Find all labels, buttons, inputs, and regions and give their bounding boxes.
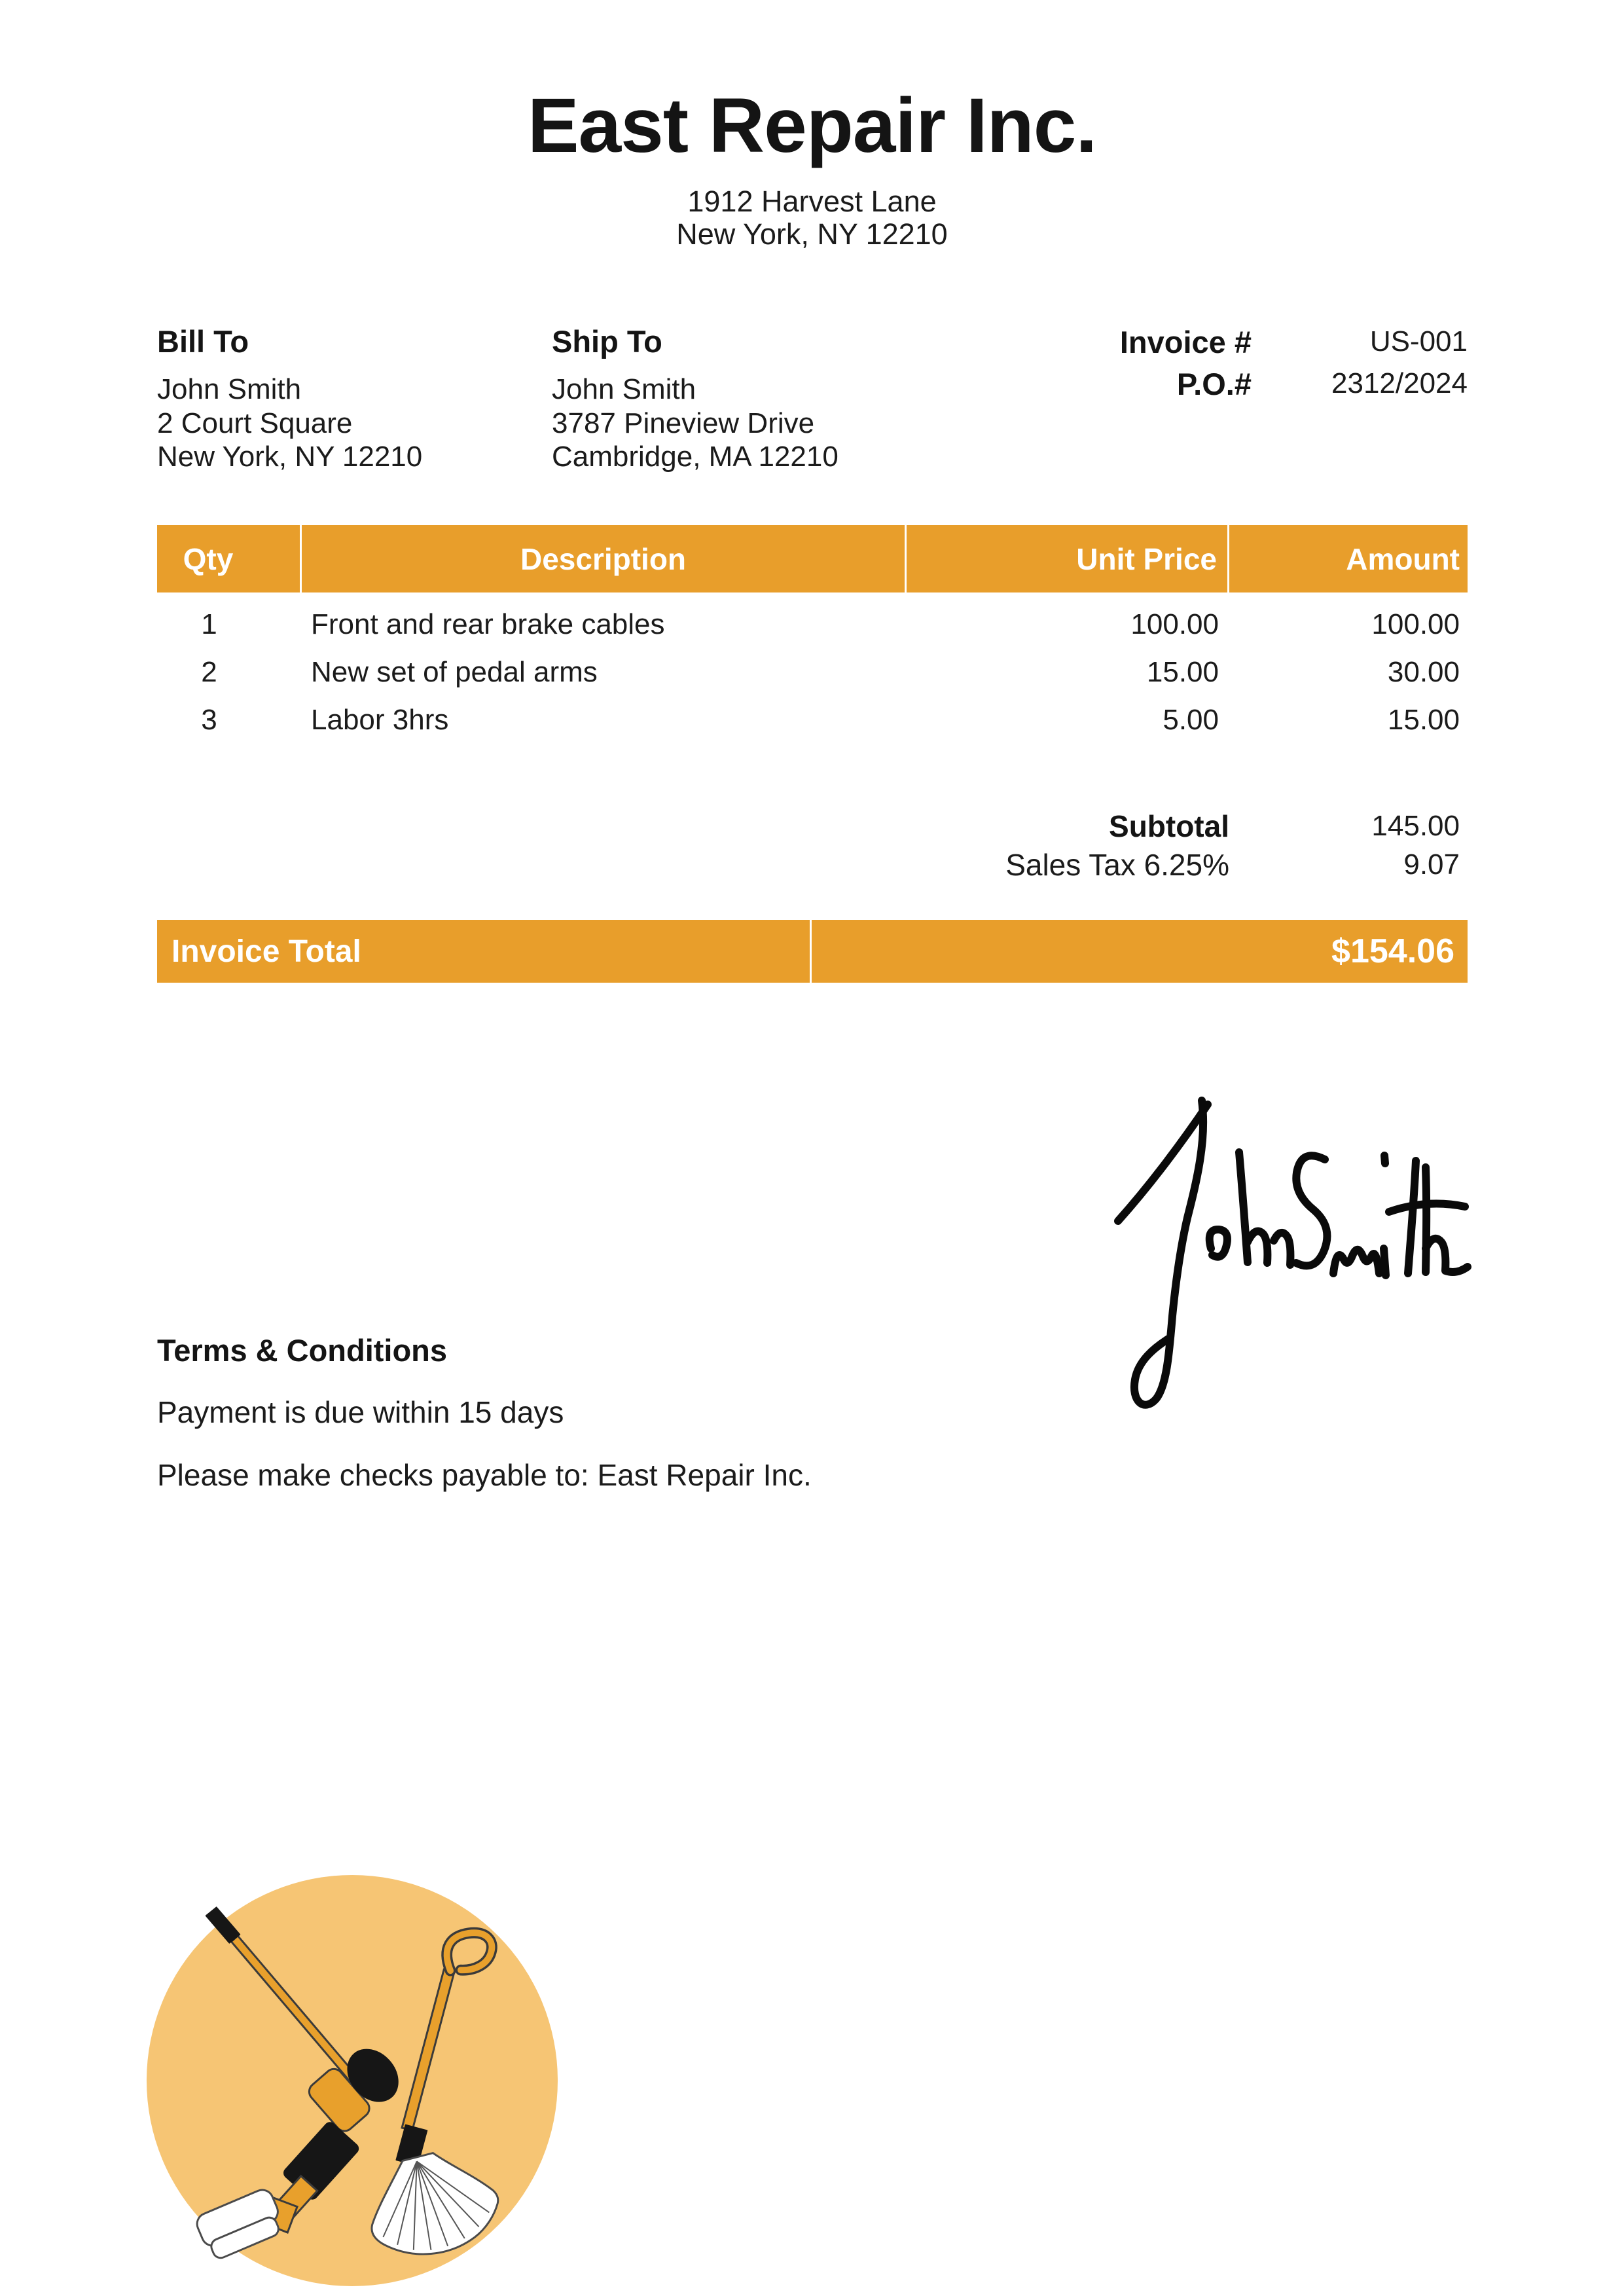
totals-block [157, 809, 1468, 882]
row-qty: 1 [201, 608, 217, 640]
bill-to-name: John Smith [157, 373, 302, 405]
bill-to-street: 2 Court Square [157, 407, 353, 439]
po-number-value: 2312/2024 [1331, 367, 1468, 399]
subtotal-label: Subtotal [1109, 809, 1229, 843]
company-address-line1: 1912 Harvest Lane [687, 185, 937, 218]
row-unit-price: 15.00 [1146, 655, 1219, 688]
company-address [0, 185, 1624, 251]
bill-to-label: Bill To [157, 324, 249, 359]
row-unit-price: 100.00 [1130, 608, 1219, 640]
terms-section [157, 1334, 1074, 1492]
invoice-number-label: Invoice # [1119, 324, 1252, 359]
items-table-header [157, 525, 1468, 592]
ship-to-label: Ship To [552, 324, 662, 359]
ship-to-street: 3787 Pineview Drive [552, 407, 815, 439]
sales-tax-row [157, 848, 1468, 882]
row-amount: 15.00 [1387, 703, 1460, 736]
invoice-meta-block [937, 325, 1468, 401]
row-amount: 100.00 [1371, 608, 1460, 640]
bill-to-address [157, 373, 524, 474]
company-name: East Repair Inc. [527, 82, 1097, 169]
header-unit-price: Unit Price [907, 525, 1229, 592]
row-description: Labor 3hrs [311, 703, 449, 736]
invoice-total-value: $154.06 [1331, 932, 1454, 970]
ship-to-city: Cambridge, MA 12210 [552, 441, 839, 473]
row-qty: 3 [201, 703, 217, 736]
items-table-body [157, 600, 1468, 744]
subtotal-row [157, 809, 1468, 843]
row-description: New set of pedal arms [311, 655, 598, 688]
sales-tax-value: 9.07 [1403, 848, 1460, 881]
po-number-label: P.O.# [1176, 366, 1252, 401]
header-qty: Qty [157, 525, 302, 592]
table-row [157, 696, 1468, 744]
invoice-total-label: Invoice Total [157, 920, 812, 983]
bill-to-city: New York, NY 12210 [157, 441, 423, 473]
header-description: Description [302, 525, 907, 592]
header-amount: Amount [1346, 541, 1460, 576]
invoice-total-bar [157, 920, 1468, 983]
ship-to-block [552, 325, 971, 474]
terms-line2: Please make checks payable to: East Repair Inc. [157, 1458, 812, 1492]
ship-to-name: John Smith [552, 373, 696, 405]
table-row [157, 648, 1468, 696]
sales-tax-label: Sales Tax 6.25% [1005, 848, 1229, 882]
terms-line1: Payment is due within 15 days [157, 1395, 564, 1429]
signature-handwriting [1106, 1077, 1479, 1430]
items-table [157, 525, 1468, 744]
company-address-line2: New York, NY 12210 [676, 217, 948, 251]
company-logo [145, 1874, 559, 2287]
row-amount: 30.00 [1387, 655, 1460, 688]
terms-heading: Terms & Conditions [157, 1333, 448, 1368]
table-row [157, 600, 1468, 648]
row-qty: 2 [201, 655, 217, 688]
po-number-row [937, 367, 1468, 401]
invoice-number-row [937, 325, 1468, 359]
row-description: Front and rear brake cables [311, 608, 665, 640]
bill-to-block [157, 325, 524, 474]
row-unit-price: 5.00 [1163, 703, 1219, 736]
subtotal-value: 145.00 [1371, 810, 1460, 842]
invoice-number-value: US-001 [1369, 325, 1468, 357]
ship-to-address [552, 373, 971, 474]
